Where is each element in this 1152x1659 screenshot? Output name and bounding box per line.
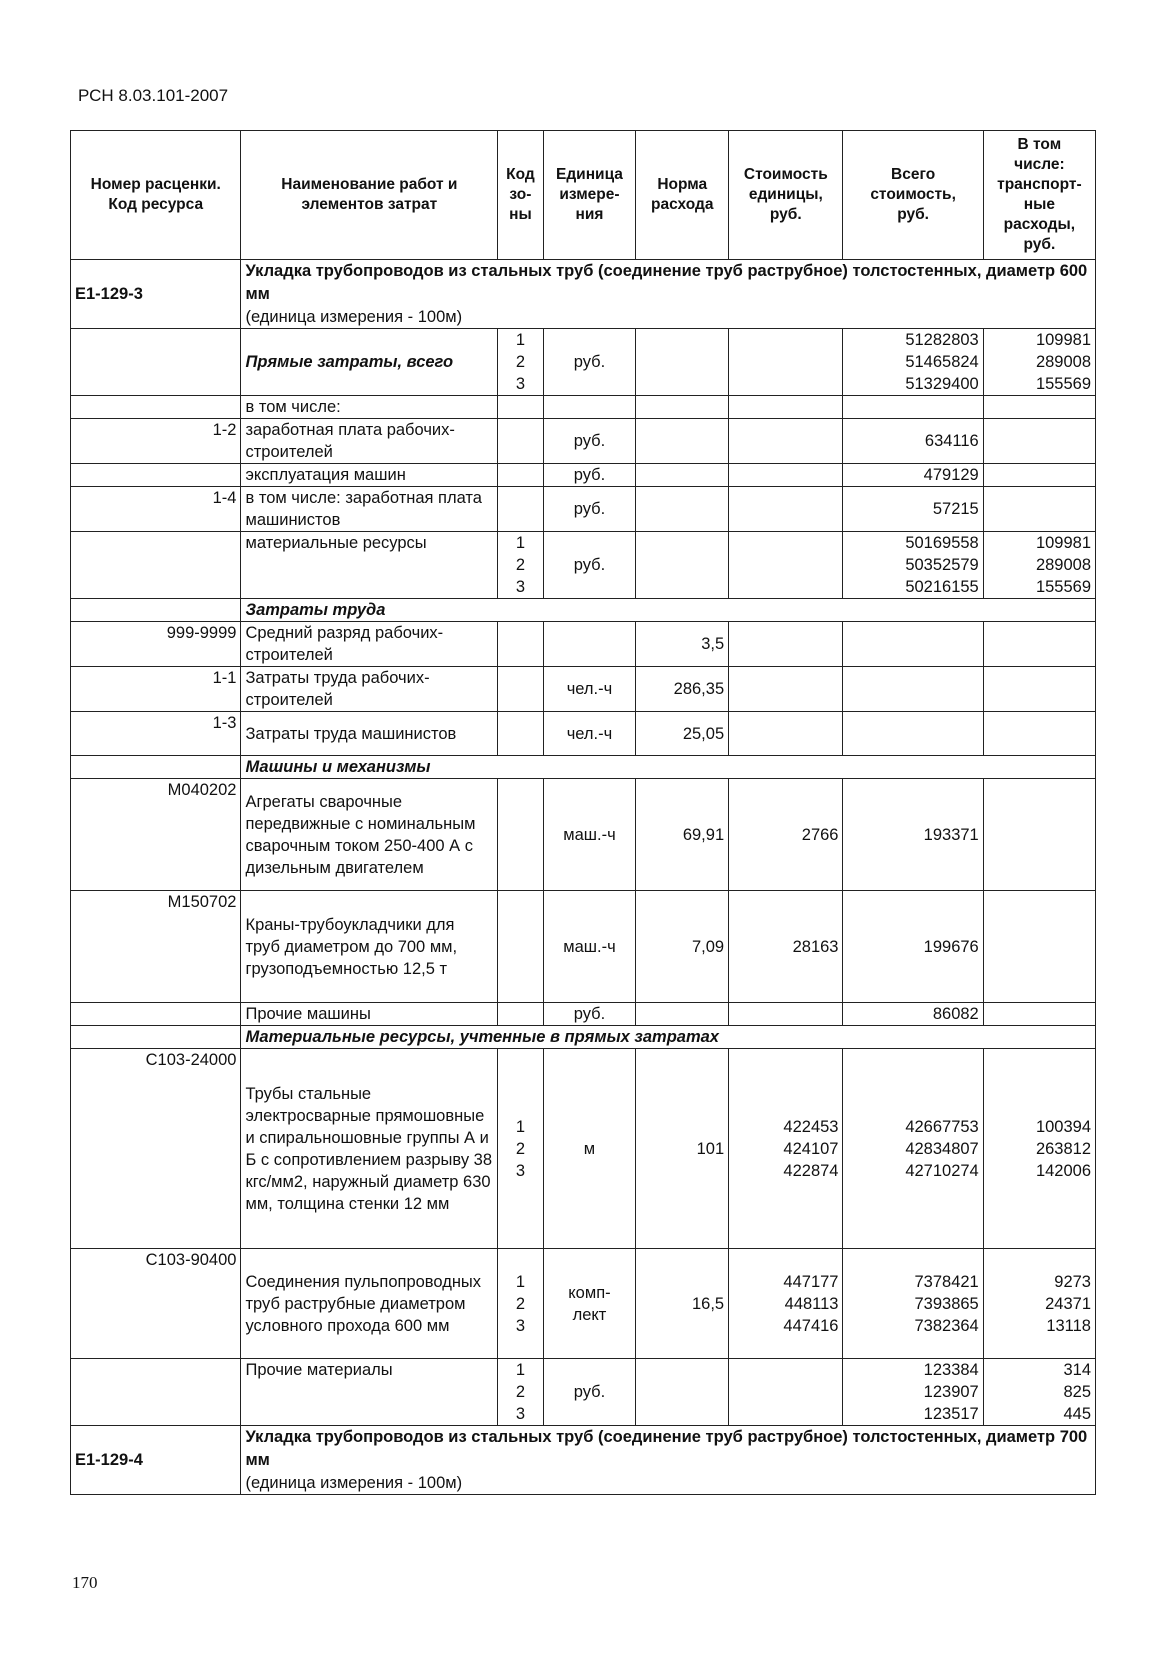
material-zones: 1 2 3	[498, 1249, 543, 1359]
header-row	[71, 131, 1096, 260]
wages-row	[71, 419, 1096, 464]
machine-name: Краны-трубоукладчики для труб диаметром до 700 мм, грузоподъемностью 12,5 т	[241, 891, 498, 1003]
wages-unit: руб.	[543, 419, 636, 464]
direct-costs-unit: руб.	[543, 329, 636, 396]
direct-costs-transport: 109981 289008 155569	[983, 329, 1095, 396]
section-unit-note: (единица измерения - 100м)	[245, 308, 463, 326]
including-label: в том числе:	[241, 396, 498, 419]
wages-total: 634116	[843, 419, 983, 464]
machine-unit-cost: 28163	[729, 891, 843, 1003]
machines-exploit-unit: руб.	[543, 464, 636, 487]
labor-unit: чел.-ч	[543, 667, 636, 712]
machine-norm: 7,09	[636, 891, 729, 1003]
material-unit: м	[543, 1049, 636, 1249]
material-unit-cost: 422453 424107 422874	[729, 1049, 843, 1249]
materials-zones: 1 2 3	[498, 532, 543, 599]
materials-total: 50169558 50352579 50216155	[843, 532, 983, 599]
other-materials-transport: 314 825 445	[983, 1359, 1095, 1426]
labor-norm: 25,05	[636, 712, 729, 756]
machines-header-row	[71, 756, 1096, 779]
machines-exploit-row	[71, 464, 1096, 487]
machine-unit: маш.-ч	[543, 891, 636, 1003]
labor-unit: чел.-ч	[543, 712, 636, 756]
header-unit: Единица измере- ния	[543, 131, 636, 260]
materials-header-row	[71, 1026, 1096, 1049]
material-code: С103-90400	[71, 1249, 241, 1359]
rates-table	[70, 130, 1096, 1495]
machine-code: М040202	[71, 779, 241, 891]
material-row	[71, 1049, 1096, 1249]
direct-costs-row	[71, 329, 1096, 396]
material-name: Соединения пульпопроводных труб раструбные диаметром условного прохода 600 мм	[241, 1249, 498, 1359]
labor-row	[71, 667, 1096, 712]
other-materials-name: Прочие материалы	[241, 1359, 498, 1426]
other-machines-total: 86082	[843, 1003, 983, 1026]
machinist-wages-total: 57215	[843, 487, 983, 532]
labor-header-row	[71, 599, 1096, 622]
other-materials-unit: руб.	[543, 1359, 636, 1426]
materials-name: материальные ресурсы	[241, 532, 498, 599]
other-machines-name: Прочие машины	[241, 1003, 498, 1026]
labor-code: 1-3	[71, 712, 241, 756]
direct-costs-zones: 1 2 3	[498, 329, 543, 396]
machine-row	[71, 891, 1096, 1003]
materials-header: Материальные ресурсы, учтенные в прямых затратах	[241, 1026, 1096, 1049]
section-title: Укладка трубопроводов из стальных труб (соединение труб раструбное) толстостенных, диаметр 700 мм	[245, 1428, 1088, 1469]
machine-unit-cost: 2766	[729, 779, 843, 891]
labor-name: Затраты труда машинистов	[241, 712, 498, 756]
other-materials-zones: 1 2 3	[498, 1359, 543, 1426]
direct-costs-total: 51282803 51465824 51329400	[843, 329, 983, 396]
machinist-wages-name: в том числе: заработная плата машинистов	[241, 487, 498, 532]
material-unit-cost: 447177 448113 447416	[729, 1249, 843, 1359]
material-transport: 100394 263812 142006	[983, 1049, 1095, 1249]
machine-total: 193371	[843, 779, 983, 891]
section-title: Укладка трубопроводов из стальных труб (соединение труб раструбное) толстостенных, диаметр 600 мм	[245, 262, 1088, 303]
material-total: 42667753 42834807 42710274	[843, 1049, 983, 1249]
machine-norm: 69,91	[636, 779, 729, 891]
material-unit: комп- лект	[543, 1249, 636, 1359]
labor-row	[71, 622, 1096, 667]
other-materials-total: 123384 123907 123517	[843, 1359, 983, 1426]
machine-name: Агрегаты сварочные передвижные с номинальным сварочным током 250-400 А с дизельным двигателем	[241, 779, 498, 891]
section-row	[71, 1426, 1096, 1495]
machine-code: М150702	[71, 891, 241, 1003]
section-code: Е1-129-4	[71, 1426, 241, 1495]
other-machines-unit: руб.	[543, 1003, 636, 1026]
machines-exploit-total: 479129	[843, 464, 983, 487]
section-row	[71, 260, 1096, 329]
header-norm: Норма расхода	[636, 131, 729, 260]
header-name: Наименование работ и элементов затрат	[241, 131, 498, 260]
other-machines-row	[71, 1003, 1096, 1026]
material-norm: 101	[636, 1049, 729, 1249]
machinist-wages-code: 1-4	[71, 487, 241, 532]
material-code: С103-24000	[71, 1049, 241, 1249]
section-code: Е1-129-3	[71, 260, 241, 329]
machinist-wages-row	[71, 487, 1096, 532]
labor-code: 1-1	[71, 667, 241, 712]
wages-code: 1-2	[71, 419, 241, 464]
labor-norm: 3,5	[636, 622, 729, 667]
machine-total: 199676	[843, 891, 983, 1003]
page-number: 170	[72, 1573, 98, 1592]
labor-unit	[543, 622, 636, 667]
header-code: Номер расценки. Код ресурса	[71, 131, 241, 260]
labor-norm: 286,35	[636, 667, 729, 712]
section-unit-note: (единица измерения - 100м)	[245, 1474, 463, 1492]
materials-transport: 109981 289008 155569	[983, 532, 1095, 599]
section-title-cell	[241, 260, 1096, 329]
machine-row	[71, 779, 1096, 891]
material-transport: 9273 24371 13118	[983, 1249, 1095, 1359]
labor-code: 999-9999	[71, 622, 241, 667]
materials-row	[71, 532, 1096, 599]
material-name: Трубы стальные электросварные прямошовные и спиральношовные группы А и Б с сопротивлением разрыву 38 кгс/мм2, наружный диаметр 630 мм, толщина стенки 12 мм	[241, 1049, 498, 1249]
machines-exploit-name: эксплуатация машин	[241, 464, 498, 487]
section-title-cell	[241, 1426, 1096, 1495]
other-materials-row	[71, 1359, 1096, 1426]
machines-header: Машины и механизмы	[241, 756, 1096, 779]
material-zones: 1 2 3	[498, 1049, 543, 1249]
machine-unit: маш.-ч	[543, 779, 636, 891]
header-total: Всего стоимость, руб.	[843, 131, 983, 260]
machinist-wages-unit: руб.	[543, 487, 636, 532]
direct-costs-label: Прямые затраты, всего	[241, 329, 498, 396]
header-transport: В том числе: транспорт- ные расходы, руб.	[983, 131, 1095, 260]
header-unit-cost: Стоимость единицы, руб.	[729, 131, 843, 260]
including-row	[71, 396, 1096, 419]
material-total: 7378421 7393865 7382364	[843, 1249, 983, 1359]
labor-row	[71, 712, 1096, 756]
material-row	[71, 1249, 1096, 1359]
labor-name: Затраты труда рабочих-строителей	[241, 667, 498, 712]
materials-unit: руб.	[543, 532, 636, 599]
labor-header: Затраты труда	[241, 599, 1096, 622]
wages-name: заработная плата рабочих-строителей	[241, 419, 498, 464]
document-id: РСН 8.03.101-2007	[78, 86, 229, 105]
header-zone: Код зо- ны	[498, 131, 543, 260]
material-norm: 16,5	[636, 1249, 729, 1359]
labor-name: Средний разряд рабочих-строителей	[241, 622, 498, 667]
